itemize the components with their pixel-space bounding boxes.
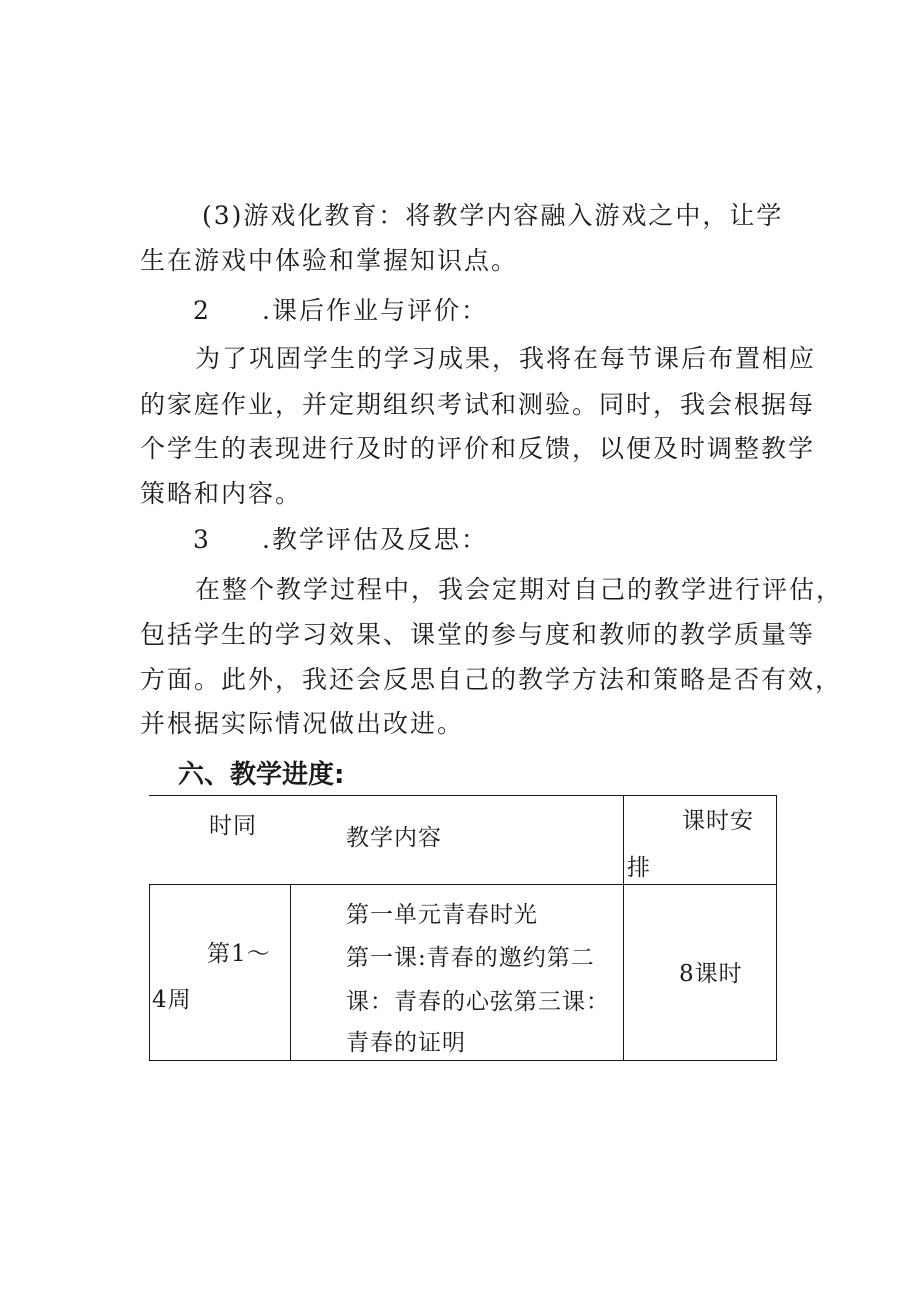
paragraph-2-line-1: 为了巩固学生的学习成果，我将在每节课后布置相应 (195, 344, 817, 373)
row1-time-line-1: 第1〜 (207, 941, 271, 967)
header-content: 教学内容 (346, 825, 442, 851)
paragraph-3-line-2: 包括学生的学习效果、课堂的参与度和教师的教学质量等 (140, 620, 816, 649)
table-column-divider-2 (623, 795, 624, 1061)
paragraph-3-line-4: 并根据实际情况做出改进。 (140, 709, 465, 738)
table-right-border (776, 795, 777, 1061)
paragraph-3-line-3: 方面。此外，我还会反思自己的教学方法和策略是否有效， (140, 665, 843, 694)
table-bottom-border (149, 1060, 777, 1061)
row1-time-line-2: 4周 (152, 987, 192, 1013)
paragraph-3-line-1: 在整个教学过程中，我会定期对自己的教学进行评估， (195, 575, 844, 604)
schedule-table (149, 795, 777, 1061)
header-hours-line-1: 课时安 (682, 808, 754, 834)
section-heading: 六、教学进度: (178, 760, 345, 790)
row1-content-line-4: 青春的证明 (346, 1030, 466, 1056)
row1-content-line-2: 第一课:青春的邀约第二 (346, 945, 595, 971)
subheading-2-number: 2 (193, 296, 211, 325)
paragraph-2-line-4: 策略和内容。 (140, 479, 303, 508)
table-top-border (149, 795, 777, 796)
row1-hours: 8课时 (679, 961, 743, 987)
subheading-2-text: .课后作业与评价： (262, 296, 488, 325)
paragraph-2-line-3: 个学生的表现进行及时的评价和反馈，以便及时调整教学 (140, 434, 816, 463)
subheading-3-text: .教学评估及反思： (262, 525, 488, 554)
paragraph-2-line-2: 的家庭作业，并定期组织考试和测验。同时，我会根据每 (140, 390, 816, 419)
table-left-border (149, 884, 150, 1061)
table-column-divider-1 (290, 884, 291, 1061)
row1-content-line-3: 课：青春的心弦第三课： (346, 989, 610, 1015)
header-hours-line-2: 排 (627, 855, 651, 881)
subheading-3-number: 3 (193, 525, 211, 554)
table-header-divider (149, 884, 777, 885)
row1-content-line-1: 第一单元青春时光 (346, 902, 538, 928)
paragraph-1-line-2: 生在游戏中体验和掌握知识点。 (140, 246, 519, 275)
header-time: 时同 (209, 813, 257, 839)
paragraph-1-line-1: (3)游戏化教育：将教学内容融入游戏之中，让学 (202, 201, 784, 230)
